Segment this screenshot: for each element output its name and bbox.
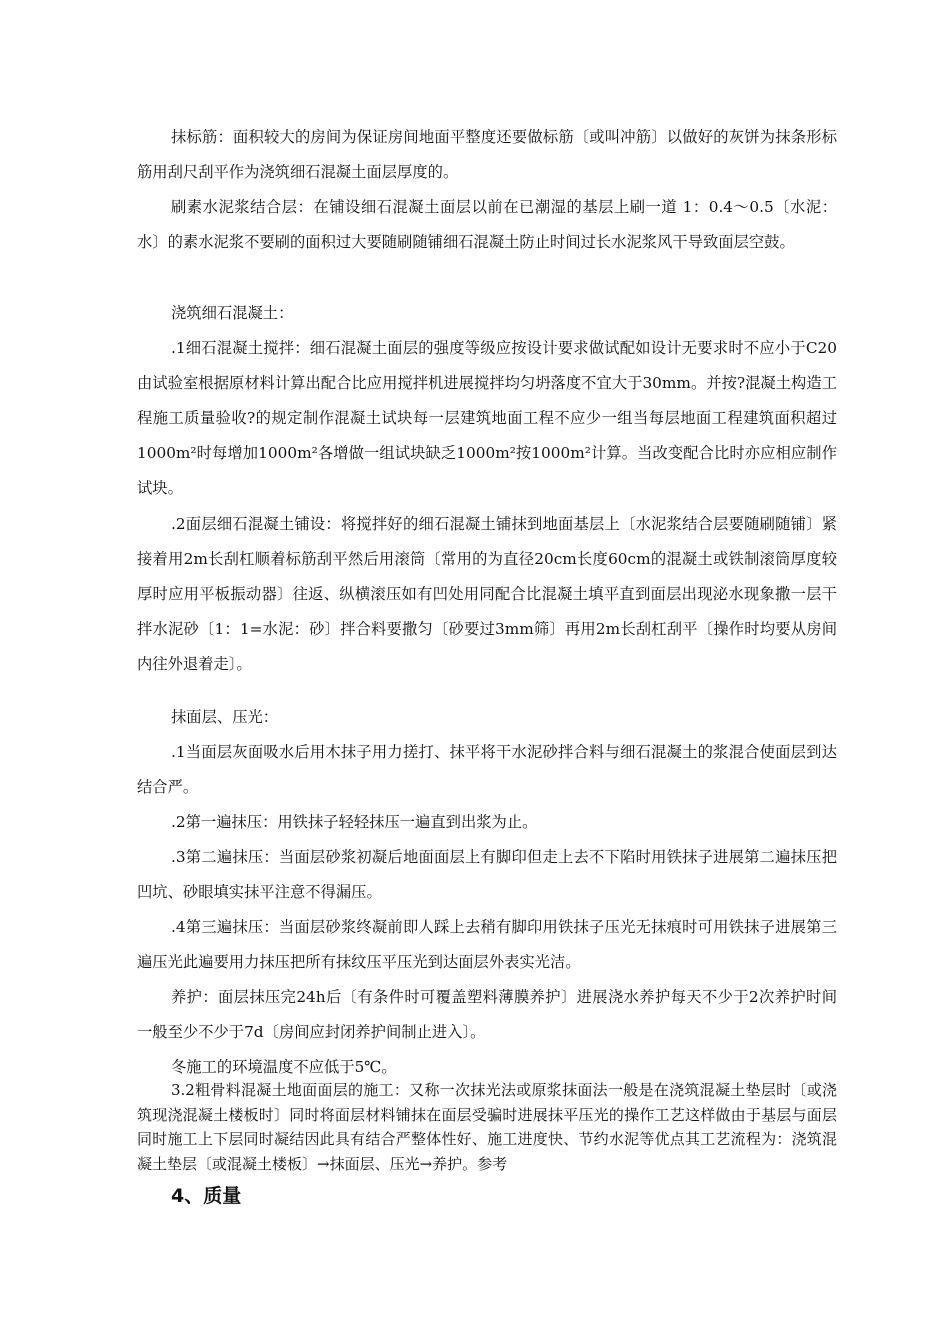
paragraph-yaguang-1: .1当面层灰面吸水后用木抹子用力搓打、抹平将干水泥砂拌合料与细石混凝土的浆混合使面层到达结合严。 [137, 743, 837, 796]
paragraph-jiaoban: .1细石混凝土搅拌：细石混凝土面层的强度等级应按设计要求做试配如设计无要求时不应小于C20由试验室根据原材料计算出配合比应用搅拌机进展搅拌均匀坍落度不宜大于30mm。并按?混凝土构造工程施工质量验收?的规定制作混凝土试块每一层建筑地面工程不应少一组当每层地面工程建筑面积超过1000m²时每增加1000m²各增做一组试块缺乏1000m²按1000m²计算。当改变配合比时亦应相应制作试块。 [137, 339, 837, 497]
paragraph-yanghu: 养护：面层抹压完24h后〔有条件时可覆盖塑料薄膜养护〕进展浇水养护每天不少于2次养护时间一般至少不少于7d〔房间应封闭养护间制止进入〕。 [137, 988, 837, 1041]
paragraph-yaguang-4: .4第三遍抹压：当面层砂浆终凝前即人踩上去稍有脚印用铁抹子压光无抹痕时可用铁抹子进展第三遍压光此遍要用力抹压把所有抹纹压平压光到达面层外表实光洁。 [137, 918, 837, 971]
paragraph-cu-guliao: 3.2粗骨料混凝土地面面层的施工：又称一次抹光法或原浆抹面法一般是在浇筑混凝土垫层时〔或浇筑现浇混凝土楼板时〕同时将面层材料铺抹在面层受骗时进展抹平压光的操作工艺这样做由于基层与面层同时施工上下层同时凝结因此具有结合严整体性好、施工进度快、节约水泥等优点其工艺流程为：浇筑混凝土垫层〔或混凝土楼板〕→抹面层、压光→养护。参考 [137, 1081, 837, 1173]
paragraph-jiaozhu-title: 浇筑细石混凝土： [171, 304, 294, 322]
paragraph-mianceng-title: 抹面层、压光： [171, 708, 279, 726]
paragraph-jiehe-ceng: 刷素水泥浆结合层：在铺设细石混凝土面层以前在已潮湿的基层上刷一道 1：0.4～0.5〔水泥：水〕的素水泥浆不要刷的面积过大要随刷随铺细石混凝土防止时间过长水泥浆风干导致面层空鼓。 [137, 198, 837, 251]
paragraph-yaguang-2: .2第一遍抹压：用铁抹子轻轻抹压一遍直到出浆为止。 [171, 813, 538, 831]
paragraph-yaguang-3: .3第二遍抹压：当面层砂浆初凝后地面面层上有脚印但走上去不下陷时用铁抹子进展第二遍抹压把凹坑、砂眼填实抹平注意不得漏压。 [137, 848, 837, 901]
paragraph-puse: .2面层细石混凝土铺设：将搅拌好的细石混凝土铺抹到地面基层上〔水泥浆结合层要随刷随铺〕紧接着用2m长刮杠顺着标筋刮平然后用滚筒〔常用的为直径20cm长度60cm的混凝土或铁制滚筒厚度较厚时应用平板振动器〕往返、纵横滚压如有凹处用同配合比混凝土填平直到面层出现泌水现象撒一层干拌水泥砂〔1：1=水泥：砂〕拌合料要撒匀〔砂要过3mm筛〕再用2m长刮杠刮平〔操作时均要从房间内往外退着走〕。 [137, 515, 837, 673]
paragraph-biaojin: 抹标筋：面积较大的房间为保证房间地面平整度还要做标筋〔或叫冲筋〕以做好的灰饼为抹条形标筋用刮尺刮平作为浇筑细石混凝土面层厚度的。 [137, 128, 837, 181]
paragraph-dong-shigong: 冬施工的环境温度不应低于5℃。 [171, 1058, 397, 1076]
section-heading-quality: 4、质量 [171, 1185, 242, 1207]
